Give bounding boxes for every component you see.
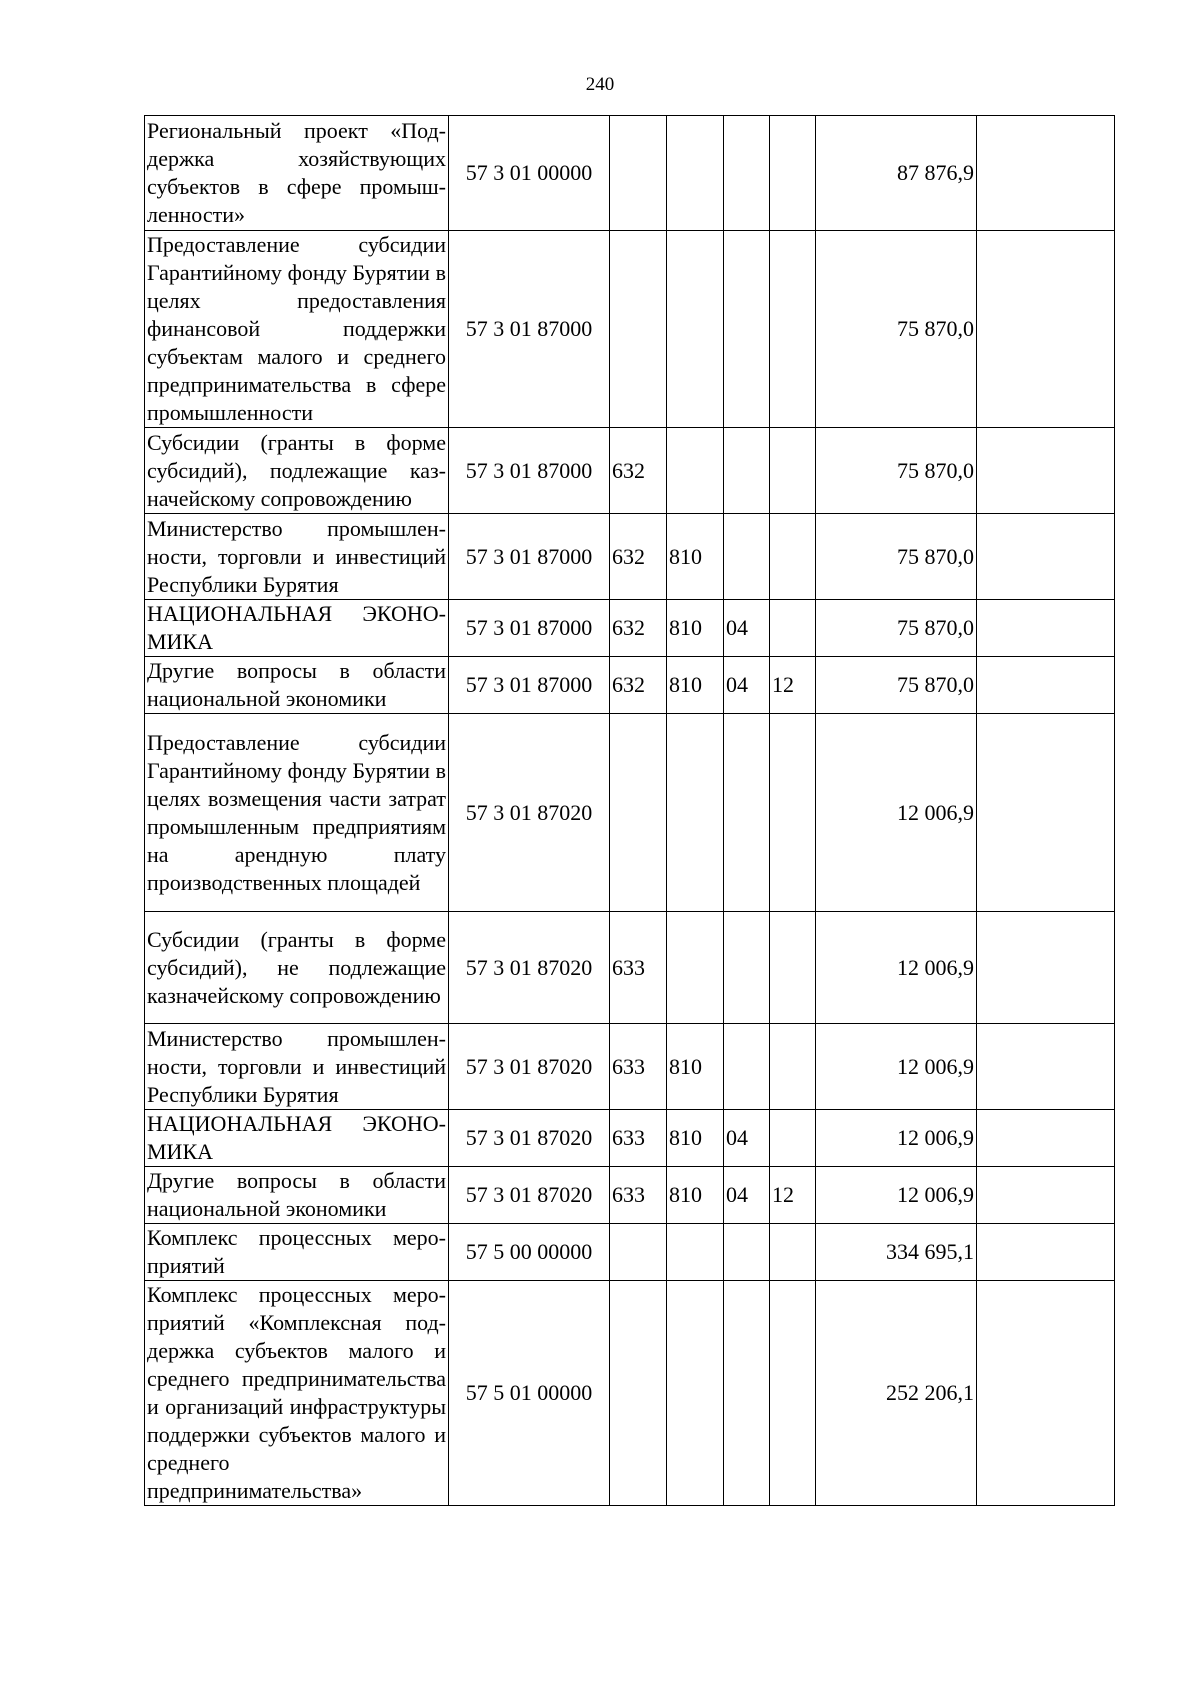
item-name-cell: НАЦИОНАЛЬНАЯ ЭКОНОМИКА — [145, 600, 449, 657]
table-row — [145, 514, 1115, 600]
table-row — [145, 116, 1115, 231]
budget-table — [144, 115, 1115, 1506]
extra-cell — [977, 231, 1115, 428]
expense-type-cell: 632 — [610, 428, 667, 514]
expense-type-cell — [610, 1281, 667, 1506]
amount-cell: 12 006,9 — [816, 1110, 977, 1167]
amount-cell: 75 870,0 — [816, 231, 977, 428]
section-code-cell — [724, 1224, 770, 1281]
amount-cell: 12 006,9 — [816, 1167, 977, 1224]
target-article-code-cell: 57 3 01 87000 — [449, 428, 610, 514]
section-code-cell: 04 — [724, 657, 770, 714]
target-article-code-cell: 57 3 01 87020 — [449, 1110, 610, 1167]
target-article-code-cell: 57 3 01 87000 — [449, 600, 610, 657]
expense-type-cell — [610, 231, 667, 428]
extra-cell — [977, 600, 1115, 657]
subsection-code-cell — [770, 116, 816, 231]
target-article-code-cell: 57 3 01 87000 — [449, 514, 610, 600]
extra-cell — [977, 1281, 1115, 1506]
expense-type-cell: 632 — [610, 600, 667, 657]
section-code-cell — [724, 428, 770, 514]
item-name-cell: Другие вопросы в области национальной экономики — [145, 657, 449, 714]
table-row — [145, 600, 1115, 657]
extra-cell — [977, 714, 1115, 912]
section-code-cell — [724, 514, 770, 600]
subsection-code-cell — [770, 912, 816, 1024]
section-code-cell — [724, 912, 770, 1024]
subsection-code-cell — [770, 1110, 816, 1167]
subsection-code-cell — [770, 714, 816, 912]
item-name-cell: Субсидии (гранты в форме субсидий), подлежащие казначейскому сопровождению — [145, 428, 449, 514]
expense-type-cell: 632 — [610, 657, 667, 714]
administrator-code-cell — [667, 428, 724, 514]
table-row — [145, 714, 1115, 912]
amount-cell: 75 870,0 — [816, 428, 977, 514]
target-article-code-cell: 57 5 01 00000 — [449, 1281, 610, 1506]
table-row — [145, 231, 1115, 428]
item-name-cell: Предоставление субсидии Гарантийному фонду Бурятии в целях предоставления финансовой поддержки субъектам малого и среднего предпринимательства в сфере промышленности — [145, 231, 449, 428]
table-row — [145, 1167, 1115, 1224]
target-article-code-cell: 57 3 01 00000 — [449, 116, 610, 231]
subsection-code-cell — [770, 600, 816, 657]
subsection-code-cell — [770, 1024, 816, 1110]
amount-cell: 75 870,0 — [816, 514, 977, 600]
administrator-code-cell — [667, 231, 724, 428]
section-code-cell: 04 — [724, 1110, 770, 1167]
expense-type-cell: 633 — [610, 1110, 667, 1167]
expense-type-cell — [610, 116, 667, 231]
amount-cell: 252 206,1 — [816, 1281, 977, 1506]
expense-type-cell: 633 — [610, 1024, 667, 1110]
item-name-cell: Министерство промышленности, торговли и инвестиций Республики Бурятия — [145, 514, 449, 600]
administrator-code-cell: 810 — [667, 657, 724, 714]
item-name-cell: Министерство промышленности, торговли и инвестиций Республики Бурятия — [145, 1024, 449, 1110]
table-row — [145, 1024, 1115, 1110]
table-row — [145, 657, 1115, 714]
section-code-cell — [724, 116, 770, 231]
page-number: 240 — [585, 74, 615, 95]
target-article-code-cell: 57 3 01 87020 — [449, 1024, 610, 1110]
amount-cell: 87 876,9 — [816, 116, 977, 231]
section-code-cell: 04 — [724, 600, 770, 657]
administrator-code-cell — [667, 714, 724, 912]
target-article-code-cell: 57 5 00 00000 — [449, 1224, 610, 1281]
subsection-code-cell — [770, 231, 816, 428]
item-name-cell: Комплекс процессных мероприятий «Комплексная поддержка субъектов малого и среднего предпринимательства и организаций инфраструктуры поддержки субъектов малого и среднего предпринимательства» — [145, 1281, 449, 1506]
section-code-cell: 04 — [724, 1167, 770, 1224]
extra-cell — [977, 1224, 1115, 1281]
extra-cell — [977, 428, 1115, 514]
administrator-code-cell — [667, 1281, 724, 1506]
amount-cell: 12 006,9 — [816, 714, 977, 912]
table-row — [145, 1224, 1115, 1281]
administrator-code-cell: 810 — [667, 1167, 724, 1224]
extra-cell — [977, 116, 1115, 231]
table-body — [145, 116, 1115, 1506]
target-article-code-cell: 57 3 01 87000 — [449, 231, 610, 428]
table-row — [145, 912, 1115, 1024]
table-row — [145, 428, 1115, 514]
expense-type-cell: 633 — [610, 912, 667, 1024]
expense-type-cell — [610, 1224, 667, 1281]
extra-cell — [977, 514, 1115, 600]
target-article-code-cell: 57 3 01 87000 — [449, 657, 610, 714]
section-code-cell — [724, 231, 770, 428]
subsection-code-cell: 12 — [770, 1167, 816, 1224]
item-name-cell: Субсидии (гранты в форме субсидий), не подлежащие казначейскому сопровождению — [145, 912, 449, 1024]
administrator-code-cell — [667, 116, 724, 231]
amount-cell: 75 870,0 — [816, 657, 977, 714]
administrator-code-cell: 810 — [667, 514, 724, 600]
table-row — [145, 1110, 1115, 1167]
amount-cell: 12 006,9 — [816, 912, 977, 1024]
administrator-code-cell — [667, 1224, 724, 1281]
subsection-code-cell — [770, 514, 816, 600]
subsection-code-cell — [770, 1281, 816, 1506]
target-article-code-cell: 57 3 01 87020 — [449, 714, 610, 912]
section-code-cell — [724, 714, 770, 912]
extra-cell — [977, 912, 1115, 1024]
subsection-code-cell — [770, 428, 816, 514]
extra-cell — [977, 1110, 1115, 1167]
item-name-cell: НАЦИОНАЛЬНАЯ ЭКОНОМИКА — [145, 1110, 449, 1167]
administrator-code-cell — [667, 912, 724, 1024]
administrator-code-cell: 810 — [667, 1024, 724, 1110]
administrator-code-cell: 810 — [667, 1110, 724, 1167]
item-name-cell: Региональный проект «Поддержка хозяйствующих субъектов в сфере промышленности» — [145, 116, 449, 231]
target-article-code-cell: 57 3 01 87020 — [449, 1167, 610, 1224]
expense-type-cell: 633 — [610, 1167, 667, 1224]
amount-cell: 334 695,1 — [816, 1224, 977, 1281]
extra-cell — [977, 657, 1115, 714]
amount-cell: 75 870,0 — [816, 600, 977, 657]
section-code-cell — [724, 1281, 770, 1506]
subsection-code-cell — [770, 1224, 816, 1281]
section-code-cell — [724, 1024, 770, 1110]
administrator-code-cell: 810 — [667, 600, 724, 657]
extra-cell — [977, 1167, 1115, 1224]
item-name-cell: Комплекс процессных мероприятий — [145, 1224, 449, 1281]
target-article-code-cell: 57 3 01 87020 — [449, 912, 610, 1024]
subsection-code-cell: 12 — [770, 657, 816, 714]
amount-cell: 12 006,9 — [816, 1024, 977, 1110]
item-name-cell: Предоставление субсидии Гарантийному фонду Бурятии в целях возмещения части затрат промышленным предприятиям на арендную плату производственных площадей — [145, 714, 449, 912]
table-row — [145, 1281, 1115, 1506]
expense-type-cell — [610, 714, 667, 912]
expense-type-cell: 632 — [610, 514, 667, 600]
extra-cell — [977, 1024, 1115, 1110]
item-name-cell: Другие вопросы в области национальной экономики — [145, 1167, 449, 1224]
